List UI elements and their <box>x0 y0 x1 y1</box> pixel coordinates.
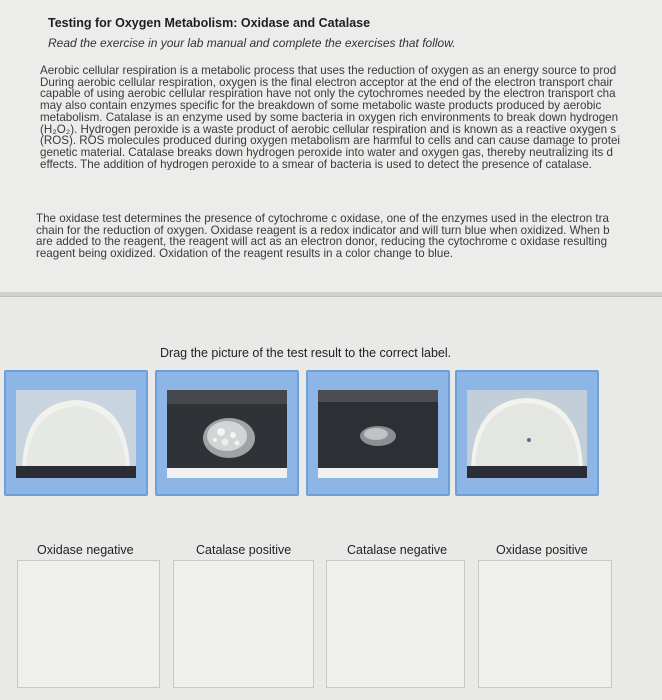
exercise-subtitle: Read the exercise in your lab manual and complete the exercises that follow. <box>48 36 456 50</box>
oxidase-plate-dot-icon <box>467 390 587 478</box>
label-oxidase-positive: Oxidase positive <box>496 543 588 557</box>
drop-zone-oxidase-negative[interactable] <box>17 560 160 688</box>
paragraph-line: effects. The addition of hydrogen peroxide to a smear of bacteria is used to detect the presence of catalase. <box>40 157 592 171</box>
paragraph-line: capable of using aerobic cellular respiration have not only the cytochromes needed by the electron transport cha <box>40 87 616 101</box>
exercise-title: Testing for Oxygen Metabolism: Oxidase and Catalase <box>48 16 371 30</box>
drag-instruction: Drag the picture of the test result to the correct label. <box>160 346 452 360</box>
paragraph-line: The oxidase test determines the presence of cytochrome c oxidase, one of the enzymes used in the electron tra <box>36 213 609 225</box>
drop-zone-oxidase-positive[interactable] <box>478 560 612 688</box>
paragraph-line: (H₂O₂). Hydrogen peroxide is a waste product of aerobic cellular respiration and is known as a reactive oxygen s <box>40 122 617 136</box>
paragraph-line: genetic material. Catalase breaks down hydrogen peroxide into water and oxygen gas, thereby neutralizing its d <box>40 145 613 159</box>
oxidase-plate-gray-icon <box>16 390 136 478</box>
draggable-image-1[interactable] <box>4 370 148 496</box>
section-divider <box>0 292 662 297</box>
paragraph-line: are added to the reagent, the reagent will act as an electron donor, reducing the cytochrome c oxidase resulting <box>36 235 608 249</box>
catalase-bubbles-icon <box>167 390 287 478</box>
paragraph-line: Aerobic cellular respiration is a metabolic process that uses the reduction of oxygen as an energy source to prod <box>40 65 617 77</box>
drop-zone-catalase-negative[interactable] <box>326 560 465 688</box>
paragraph-line: may also contain enzymes specific for the breakdown of some metabolic waste products produced by aerobic <box>40 99 602 113</box>
label-oxidase-negative: Oxidase negative <box>37 543 134 557</box>
oxidase-paragraph <box>36 213 662 260</box>
paragraph-line: During aerobic cellular respiration, oxygen is the final electron acceptor at the end of the electron transport chair <box>40 75 613 89</box>
paragraph-line: reagent being oxidized. Oxidation of the reagent results in a color change to blue. <box>36 247 454 260</box>
draggable-image-4[interactable] <box>455 370 599 496</box>
exercise-panel <box>0 0 662 292</box>
paragraph-line: chain for the reduction of oxygen. Oxidase reagent is a redox indicator and will turn blue when oxidized. When b <box>36 223 610 237</box>
paragraph-line: metabolism. Catalase is an enzyme used by some bacteria in oxygen rich environments to break down hydrogen <box>40 110 619 124</box>
paragraph-line: (ROS). ROS molecules produced during oxygen metabolism are harmful to cells and can cause damage to protei <box>40 134 620 148</box>
label-catalase-negative: Catalase negative <box>347 543 448 557</box>
catalase-no-bubbles-icon <box>318 390 438 478</box>
intro-paragraph <box>40 65 662 170</box>
draggable-image-3[interactable] <box>306 370 450 496</box>
draggable-image-2[interactable] <box>155 370 299 496</box>
drop-zone-catalase-positive[interactable] <box>173 560 314 688</box>
label-catalase-positive: Catalase positive <box>196 543 292 557</box>
